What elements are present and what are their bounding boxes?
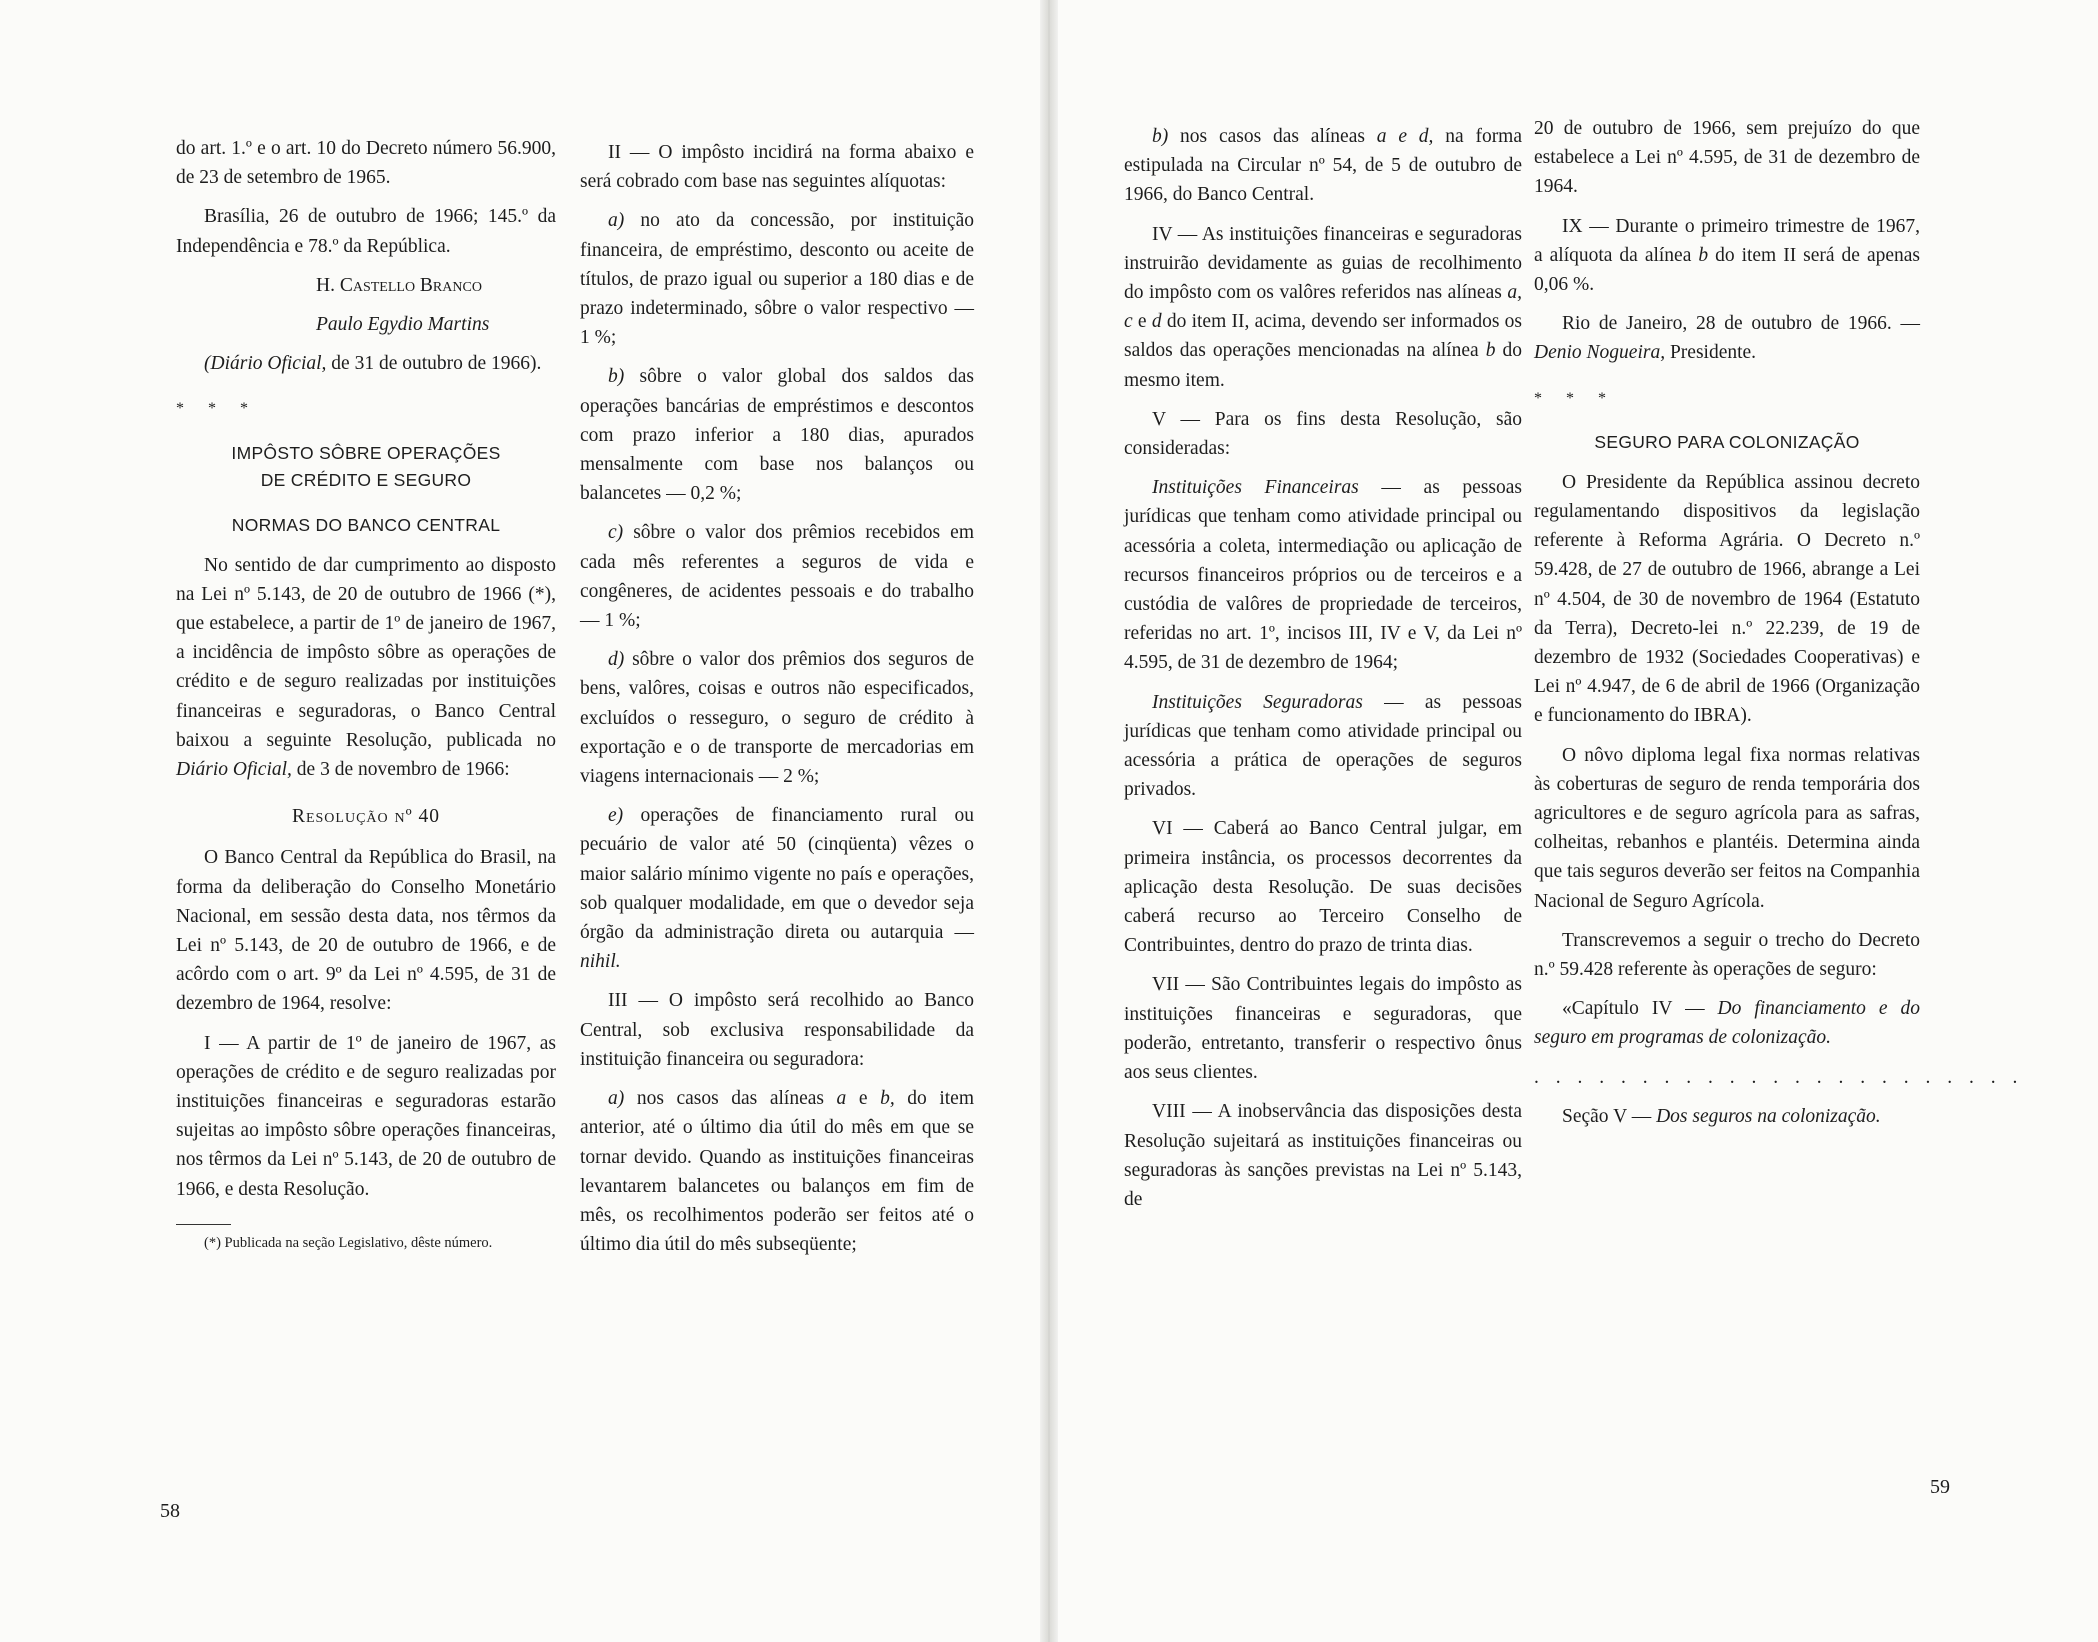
- presidente-paragraph: O Presidente da República assinou decreto regulamentando dispositivos da legislação referente à Reforma Agrária. O Decreto n.º 59.428, de 27 de outubro de 1966, abrange a Lei nº 4.504, de 30 de novembro de 1964 (Estatuto da Terra), Decreto-lei n.º 22.239, de 19 de dezembro de 1932 (Sociedades Cooperativas) e Lei nº 4.947, de 6 de abril de 1966 (Organização e funcionamento do IBRA).: [1534, 471, 1920, 727]
- capitulo-IV-paragraph: «Capítulo IV — Do financiamento e do seguro em programas de colonização.: [1534, 998, 1920, 1049]
- footnote: (*) Publicada na seção Legislativo, dêste número.: [204, 1234, 493, 1251]
- item-V-paragraph: V — Para os fins desta Resolução, são consideradas:: [1124, 408, 1522, 460]
- footnote-rule: [176, 1224, 231, 1225]
- banco-central-paragraph: O Banco Central da República do Brasil, na forma da deliberação do Conselho Monetário Nacional, em sessão desta data, nos têrmos da Lei nº 5.143, de 20 de outubro de 1966, e de acôrdo com o art. 9º da Lei nº 4.595, de 31 de dezembro de 1964, resolve:: [176, 847, 556, 1015]
- resolucao-title: Resolução nº 40: [291, 806, 441, 828]
- item-III-alinea-a: a) nos casos das alíneas a e b, do item anterior, até o último dia útil do mês em que se tornar devido. Quando as instituições financeiras levantarem balancetes ou balanços em fim de mês, os recolhimentos poderão ser feitos até o último dia útil do mês subseqüente;: [580, 1088, 974, 1256]
- section-heading: IMPÔSTO SÔBRE OPERAÇÕES DE CRÉDITO E SEGURO: [231, 442, 501, 490]
- item-IV-paragraph: IV — As instituições financeiras e seguradoras instruirão devidamente as guias de recolhimento do impôsto com os valôres referidos nas alíneas a, c e d do item II, acima, devendo ser informados os saldos das operações mencionadas na alínea b do mesmo item.: [1124, 223, 1523, 391]
- item-VII-paragraph: VII — São Contribuintes legais do impôsto as instituições financeiras e seguradoras, que poderão, entretanto, transferir o respectivo ônus aos seus clientes.: [1124, 974, 1522, 1084]
- subheading-normas: NORMAS DO BANCO CENTRAL: [231, 514, 501, 535]
- item-II-paragraph: II — O impôsto incidirá na forma abaixo e será cobrado com base nas seguintes alíquotas:: [580, 142, 974, 193]
- transcrevemos-paragraph: Transcrevemos a seguir o trecho do Decreto n.º 59.428 referente às operações de seguro:: [1534, 929, 1920, 981]
- book-gutter: [1040, 0, 1058, 1642]
- alinea-d: d) sôbre o valor dos prêmios dos seguros de bens, valôres, coisas e outros não especificados, excluídos o resseguro, o seguro de crédito à exportação e o de transporte de mercadorias em viagens internacionais — 2 %;: [580, 649, 974, 788]
- rio-signature-paragraph: Rio de Janeiro, 28 de outubro de 1966. — Denio Nogueira, Presidente.: [1534, 313, 1920, 364]
- date-paragraph: Brasília, 26 de outubro de 1966; 145.º da Independência e 78.º da República.: [176, 206, 556, 257]
- left-page-column-1: [176, 134, 556, 1264]
- diario-oficial-reference: (Diário Oficial, de 31 de outubro de 1966).: [204, 353, 542, 375]
- secao-V-paragraph: Seção V — Dos seguros na colonização.: [1562, 1105, 1881, 1127]
- definition-instituicoes-financeiras: Instituições Financeiras — as pessoas jurídicas que tenham como atividade principal ou acessória a coleta, intermediação ou aplicação de recursos financeiros próprios ou de terceiros e a custódia de valôres de propriedade de terceiros, referidas no art. 1º, incisos III, IV e V, da Lei nº 4.595, de 31 de dezembro de 1964;: [1124, 477, 1522, 674]
- intro-paragraph: do art. 1.º e o art. 10 do Decreto número 56.900, de 23 de setembro de 1965.: [176, 138, 556, 189]
- right-page-column-4: [1534, 114, 2024, 1141]
- section-separator-stars: * * *: [176, 400, 258, 418]
- alinea-c: c) sôbre o valor dos prêmios recebidos em cada mês referentes a seguros de vida e congêneres, de acidentes pessoais e do trabalho — 1 %;: [580, 522, 974, 632]
- ellipsis-dots: . . . . . . . . . . . . . . . . . . . . . . .: [1534, 1066, 2024, 1088]
- page-number-right: 59: [1930, 1476, 1950, 1498]
- alinea-e: e) operações de financiamento rural ou pecuário de valor até 50 (cinqüenta) vêzes o maior salário mínimo vigente no país e operações, sob qualquer modalidade, em que o devedor seja órgão da administração direta ou autarquia — nihil.: [580, 805, 974, 973]
- novo-diploma-paragraph: O nôvo diploma legal fixa normas relativas às coberturas de seguro de renda temporária dos agricultores e de seguro agrícola para as safras, colheitas, rebanhos e plantéis. Determina ainda que tais seguros deverão ser feitos na Companhia Nacional de Seguro Agrícola.: [1534, 744, 1920, 912]
- left-page-column-2: [580, 138, 974, 1269]
- seguro-colonizacao-heading: SEGURO PARA COLONIZAÇÃO: [1594, 431, 1860, 452]
- item-I-paragraph: I — A partir de 1º de janeiro de 1967, as operações de crédito e de seguro realizadas por instituições financeiras e seguradoras estarão sujeitas ao impôsto sôbre operações financeiras, nos têrmos da Lei nº 5.143, de 20 de outubro de 1966, e desta Resolução.: [176, 1032, 556, 1200]
- item-III-paragraph: III — O impôsto será recolhido ao Banco Central, sob exclusiva responsabilidade da instituição financeira ou seguradora:: [580, 990, 974, 1070]
- item-IX-paragraph: IX — Durante o primeiro trimestre de 1967, a alíquota da alínea b do item II será de apenas 0,06 %.: [1534, 215, 1920, 296]
- section-separator-stars-right: * * *: [1534, 389, 1616, 407]
- signature-paulo-egydio: Paulo Egydio Martins: [316, 314, 490, 336]
- definition-instituicoes-seguradoras: Instituições Seguradoras — as pessoas jurídicas que tenham como atividade principal ou acessória a prática de operações de seguros privados.: [1124, 691, 1522, 801]
- item-VIII-continuation: 20 de outubro de 1966, sem prejuízo do que estabelece a Lei nº 4.595, de 31 de dezembro de 1964.: [1534, 118, 1920, 198]
- right-page-column-3: [1124, 122, 1522, 1224]
- alinea-b: b) sôbre o valor global dos saldos das operações bancárias de empréstimos e descontos com prazo inferior a 180 dias, apurados mensalmente com base nos balanços ou balancetes — 0,2 %;: [580, 366, 974, 505]
- page-number-left: 58: [160, 1500, 180, 1522]
- item-VI-paragraph: VI — Caberá ao Banco Central julgar, em primeira instância, os processos decorrentes da aplicação desta Resolução. De suas decisões caberá recurso ao Terceiro Conselho de Contribuintes, dentro do prazo de trinta dias.: [1124, 818, 1522, 957]
- item-VIII-paragraph: VIII — A inobservância das disposições desta Resolução sujeitará as instituições financeiras ou seguradoras às sanções previstas na Lei nº 5.143, de: [1124, 1101, 1522, 1210]
- signature-castello-branco: H. Castello Branco: [316, 274, 482, 296]
- item-III-alinea-b: b) nos casos das alíneas a e d, na forma estipulada na Circular nº 54, de 5 de outubro de 1966, do Banco Central.: [1124, 126, 1523, 206]
- sentido-paragraph: No sentido de dar cumprimento ao disposto na Lei nº 5.143, de 20 de outubro de 1966 (*), que estabelece, a partir de 1º de janeiro de 1967, a incidência de impôsto sôbre as operações de crédito e de seguro realizadas por instituições financeiras e seguradoras, o Banco Central baixou a seguinte Resolução, publicada no Diário Oficial, de 3 de novembro de 1966:: [176, 554, 556, 781]
- alinea-a: a) no ato da concessão, por instituição financeira, de empréstimo, desconto ou aceite de títulos, de prazo igual ou superior a 180 dias e de prazo indeterminado, sôbre o valor respectivo — 1 %;: [580, 210, 974, 349]
